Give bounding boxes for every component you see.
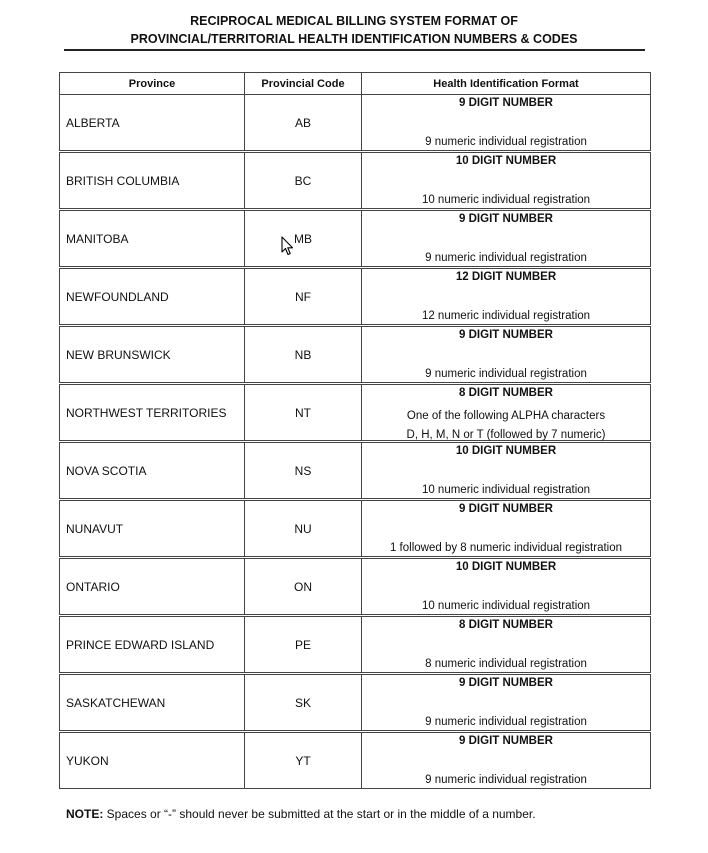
province-name: NEW BRUNSWICK (60, 326, 245, 384)
provincial-code: BC (245, 152, 362, 210)
provincial-code: YT (245, 732, 362, 789)
header-health-id-format: Health Identification Format (362, 73, 651, 95)
format-title: 12 DIGIT NUMBER (455, 271, 557, 283)
note-text: Spaces or “-” should never be submitted at the start or in the middle of a number. (103, 807, 536, 821)
header-provincial-code: Provincial Code (245, 73, 362, 95)
format-cell (362, 500, 651, 558)
format-cell (362, 268, 651, 326)
province-name: PRINCE EDWARD ISLAND (60, 616, 245, 674)
note-label: NOTE: (66, 807, 104, 821)
header-province: Province (60, 73, 245, 95)
format-description: 9 numeric individual registration (425, 252, 587, 264)
table-row (60, 500, 651, 558)
table-row (60, 674, 651, 732)
health-id-format-table (59, 72, 651, 789)
format-description: 9 numeric individual registration (425, 774, 587, 786)
format-cell (362, 732, 651, 789)
format-description: 8 numeric individual registration (425, 658, 587, 670)
format-description: 12 numeric individual registration (421, 310, 591, 322)
format-description: 10 numeric individual registration (421, 194, 591, 206)
format-title: 9 DIGIT NUMBER (459, 97, 553, 109)
format-description-line-1: One of the following ALPHA characters (406, 410, 606, 422)
format-title: 10 DIGIT NUMBER (455, 445, 557, 457)
table-row (60, 442, 651, 500)
province-name: ALBERTA (60, 95, 245, 152)
province-name: ONTARIO (60, 558, 245, 616)
format-title: 10 DIGIT NUMBER (455, 561, 557, 573)
format-description: 1 followed by 8 numeric individual registration (389, 542, 623, 554)
provincial-code: AB (245, 95, 362, 152)
title-underline (64, 49, 645, 51)
province-name: NOVA SCOTIA (60, 442, 245, 500)
format-title: 9 DIGIT NUMBER (459, 329, 553, 341)
format-cell (362, 384, 651, 442)
provincial-code: ON (245, 558, 362, 616)
provincial-code: PE (245, 616, 362, 674)
provincial-code: MB (245, 210, 362, 268)
table-row (60, 95, 651, 152)
format-description: 9 numeric individual registration (425, 136, 587, 148)
provincial-code: NF (245, 268, 362, 326)
format-description (362, 407, 650, 445)
format-title: 9 DIGIT NUMBER (459, 677, 553, 689)
format-title: 10 DIGIT NUMBER (455, 155, 557, 167)
provincial-code: NS (245, 442, 362, 500)
table-row (60, 152, 651, 210)
format-title: 9 DIGIT NUMBER (459, 503, 553, 515)
title-line-1: RECIPROCAL MEDICAL BILLING SYSTEM FORMAT OF (190, 14, 518, 28)
province-name: NUNAVUT (60, 500, 245, 558)
province-name: SASKATCHEWAN (60, 674, 245, 732)
format-title: 8 DIGIT NUMBER (459, 619, 553, 631)
provincial-code: NT (245, 384, 362, 442)
format-description: 10 numeric individual registration (421, 484, 591, 496)
format-cell (362, 674, 651, 732)
province-name: BRITISH COLUMBIA (60, 152, 245, 210)
format-cell (362, 326, 651, 384)
format-description: 10 numeric individual registration (421, 600, 591, 612)
province-name: YUKON (60, 732, 245, 789)
table-row (60, 210, 651, 268)
table-row (60, 732, 651, 789)
provincial-code: NU (245, 500, 362, 558)
table-header-row (60, 73, 651, 95)
format-cell (362, 616, 651, 674)
format-cell (362, 95, 651, 152)
provincial-code: NB (245, 326, 362, 384)
table-row (60, 326, 651, 384)
table-row (60, 616, 651, 674)
province-name: MANITOBA (60, 210, 245, 268)
mouse-pointer-icon (281, 236, 293, 256)
format-description-line-2: D, H, M, N or T (followed by 7 numeric) (406, 429, 606, 441)
document-title (0, 12, 708, 48)
province-name: NEWFOUNDLAND (60, 268, 245, 326)
footnote (66, 807, 536, 821)
format-title: 9 DIGIT NUMBER (459, 735, 553, 747)
format-cell (362, 152, 651, 210)
provincial-code: SK (245, 674, 362, 732)
format-cell (362, 442, 651, 500)
format-description: 9 numeric individual registration (425, 716, 587, 728)
format-description: 9 numeric individual registration (425, 368, 587, 380)
table-row (60, 268, 651, 326)
format-title: 9 DIGIT NUMBER (459, 213, 553, 225)
format-title: 8 DIGIT NUMBER (459, 387, 553, 399)
format-cell (362, 558, 651, 616)
format-cell (362, 210, 651, 268)
province-name: NORTHWEST TERRITORIES (60, 384, 245, 442)
title-line-2: PROVINCIAL/TERRITORIAL HEALTH IDENTIFICATION NUMBERS & CODES (130, 32, 578, 46)
table-row (60, 558, 651, 616)
table-row (60, 384, 651, 442)
